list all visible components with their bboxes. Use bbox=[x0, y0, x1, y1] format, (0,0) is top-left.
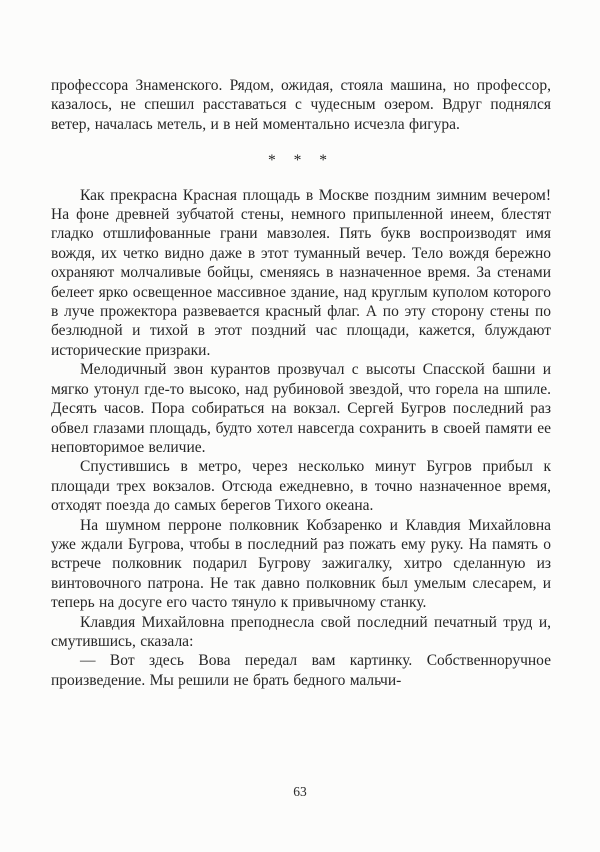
paragraph-continuation: профессора Знаменского. Рядом, ожидая, стояла машина, но профессор, казалось, не спешил расставаться с чудесным озером. Вдруг поднялся ветер, началась метель, и в ней моментально исчезла фигура. bbox=[51, 77, 551, 133]
paragraph: На шумном перроне полковник Кобзаренко и Клавдия Михайловна уже ждали Бугрова, чтобы в последний раз пожать ему руку. На память о встрече полковник подарил Бугрову зажигалку, хитро сделанную из винтовочного патрона. Не так давно полковник был умелым слесарем, и теперь на досуге его часто тянуло к привычному станку. bbox=[51, 516, 551, 612]
section-separator: * * * bbox=[268, 152, 334, 170]
page-number: 63 bbox=[293, 784, 307, 799]
paragraph: Клавдия Михайловна преподнесла свой последний печатный труд и, смутившись, сказала: bbox=[51, 613, 551, 650]
paragraph: Спустившись в метро, через несколько минут Бугров прибыл к площади трех вокзалов. Отсюда ежедневно, в точно назначенное время, отходят поезда до самых берегов Тихого океана. bbox=[51, 458, 551, 515]
paragraph-dialogue: — Вот здесь Вова передал вам картинку. Собственноручное произведение. Мы решили не брать бедного мальчи- bbox=[51, 652, 551, 689]
text-block bbox=[51, 76, 551, 690]
paragraph: Как прекрасна Красная площадь в Москве поздним зимним вечером! На фоне древней зубчатой стены, немного припыленной инеем, блестят гладко отшлифованные грани мавзолея. Пять букв воспроизводят имя вождя, их четко видно даже в этот туманный вечер. Тело вождя бережно охраняют молчаливые бойцы, сменяясь в назначенное время. За стенами белеет ярко освещенное массивное здание, над круглым куполом которого в луче прожектора развевается красный флаг. А по эту сторону стены по безлюдной и тихой в этот поздний час площади, кажется, блуждают исторические призраки. bbox=[51, 186, 551, 359]
paragraph: Мелодичный звон курантов прозвучал с высоты Спасской башни и мягко утонул где-то высоко, над рубиновой звездой, что горела на шпиле. Десять часов. Пора собираться на вокзал. Сергей Бугров последний раз обвел глазами площадь, будто хотел навсегда сохранить в своей памяти ее неповторимое величие. bbox=[51, 361, 551, 456]
